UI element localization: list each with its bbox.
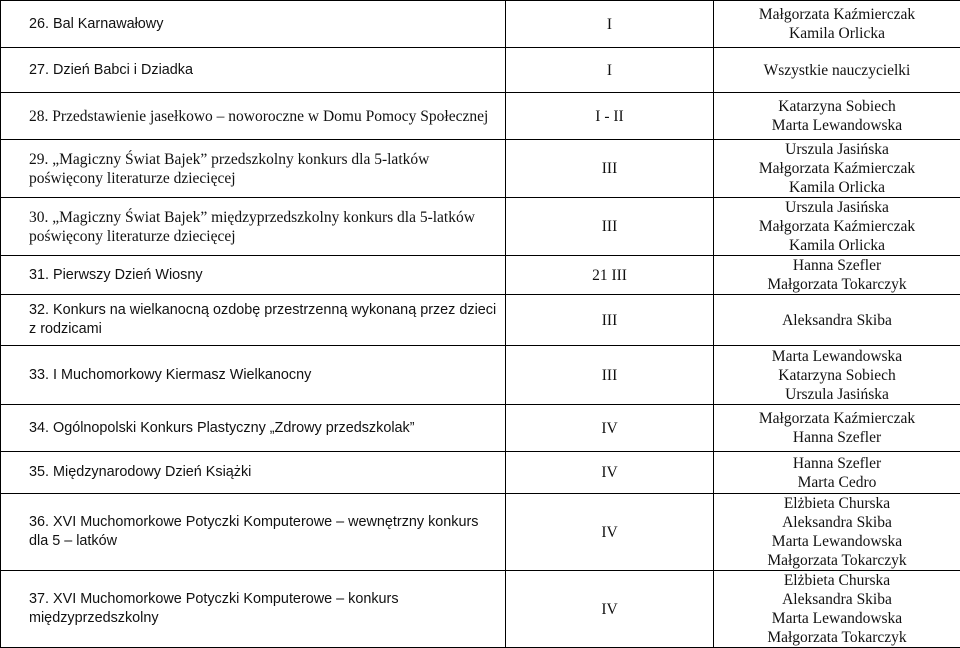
group-cell: IV	[506, 452, 714, 494]
teachers-cell	[714, 140, 960, 198]
event-cell	[1, 48, 506, 93]
teacher-name: Kamila Orlicka	[718, 178, 956, 197]
teacher-name: Małgorzata Kaźmierczak	[718, 217, 956, 236]
teacher-name: Marta Lewandowska	[718, 116, 956, 135]
event-cell	[1, 1, 506, 48]
table-row	[1, 198, 960, 256]
event-name: 29. „Magiczny Świat Bajek” przedszkolny konkurs dla 5-latków poświęcony literaturze dziecięcej	[29, 150, 499, 188]
teacher-name: Urszula Jasińska	[718, 385, 956, 404]
event-cell	[1, 140, 506, 198]
teachers-cell	[714, 93, 960, 140]
teacher-name: Urszula Jasińska	[718, 198, 956, 217]
teachers-cell	[714, 452, 960, 494]
event-cell	[1, 256, 506, 295]
teacher-name: Małgorzata Tokarczyk	[718, 275, 956, 294]
table-row	[1, 452, 960, 494]
group-cell: 21 III	[506, 256, 714, 295]
teacher-name: Małgorzata Kaźmierczak	[718, 409, 956, 428]
group-cell: I	[506, 1, 714, 48]
teacher-name: Aleksandra Skiba	[718, 513, 956, 532]
group-cell: III	[506, 198, 714, 256]
teacher-name: Hanna Szefler	[718, 256, 956, 275]
event-name: 26. Bal Karnawałowy	[29, 15, 499, 34]
table-row	[1, 93, 960, 140]
teacher-name: Małgorzata Tokarczyk	[718, 628, 956, 647]
table-row	[1, 140, 960, 198]
table-row	[1, 346, 960, 405]
event-cell	[1, 571, 506, 648]
event-name: 32. Konkurs na wielkanocną ozdobę przestrzenną wykonaną przez dzieci z rodzicami	[29, 301, 499, 339]
teacher-name: Kamila Orlicka	[718, 24, 956, 43]
event-cell	[1, 198, 506, 256]
teacher-name: Małgorzata Kaźmierczak	[718, 159, 956, 178]
group-cell: III	[506, 295, 714, 346]
teacher-name: Katarzyna Sobiech	[718, 97, 956, 116]
teachers-cell	[714, 256, 960, 295]
group-cell: III	[506, 140, 714, 198]
events-table-body	[1, 1, 960, 648]
teachers-cell	[714, 48, 960, 93]
table-row	[1, 1, 960, 48]
teacher-name: Kamila Orlicka	[718, 236, 956, 255]
event-name: 31. Pierwszy Dzień Wiosny	[29, 266, 499, 285]
teachers-cell	[714, 405, 960, 452]
event-name: 34. Ogólnopolski Konkurs Plastyczny „Zdrowy przedszkolak”	[29, 419, 499, 438]
event-cell	[1, 405, 506, 452]
teacher-name: Marta Lewandowska	[718, 532, 956, 551]
teachers-cell	[714, 571, 960, 648]
table-row	[1, 48, 960, 93]
teachers-cell	[714, 1, 960, 48]
teacher-name: Urszula Jasińska	[718, 140, 956, 159]
table-row	[1, 295, 960, 346]
event-cell	[1, 452, 506, 494]
group-cell: IV	[506, 571, 714, 648]
event-cell	[1, 494, 506, 571]
teacher-name: Marta Lewandowska	[718, 609, 956, 628]
event-name: 36. XVI Muchomorkowe Potyczki Komputerowe – wewnętrzny konkurs dla 5 – latków	[29, 513, 499, 551]
teacher-name: Małgorzata Kaźmierczak	[718, 5, 956, 24]
table-row	[1, 405, 960, 452]
teacher-name: Hanna Szefler	[718, 428, 956, 447]
event-name: 27. Dzień Babci i Dziadka	[29, 61, 499, 80]
teachers-cell	[714, 494, 960, 571]
event-name: 28. Przedstawienie jasełkowo – noworoczne w Domu Pomocy Społecznej	[29, 107, 499, 126]
teacher-name: Hanna Szefler	[718, 454, 956, 473]
event-cell	[1, 346, 506, 405]
teachers-cell	[714, 346, 960, 405]
group-cell: IV	[506, 494, 714, 571]
group-cell: III	[506, 346, 714, 405]
teacher-name: Katarzyna Sobiech	[718, 366, 956, 385]
teacher-name: Aleksandra Skiba	[718, 311, 956, 330]
event-cell	[1, 93, 506, 140]
event-name: 30. „Magiczny Świat Bajek” międzyprzedszkolny konkurs dla 5-latków poświęcony literaturze dziecięcej	[29, 208, 499, 246]
table-row	[1, 494, 960, 571]
event-name: 33. I Muchomorkowy Kiermasz Wielkanocny	[29, 366, 499, 385]
teacher-name: Marta Cedro	[718, 473, 956, 492]
teacher-name: Małgorzata Tokarczyk	[718, 551, 956, 570]
group-cell: IV	[506, 405, 714, 452]
event-name: 35. Międzynarodowy Dzień Książki	[29, 463, 499, 482]
table-row	[1, 571, 960, 648]
group-cell: I - II	[506, 93, 714, 140]
teachers-cell	[714, 198, 960, 256]
table-row	[1, 256, 960, 295]
teacher-name: Elżbieta Churska	[718, 494, 956, 513]
teacher-name: Elżbieta Churska	[718, 571, 956, 590]
teacher-name: Wszystkie nauczycielki	[718, 61, 956, 80]
group-cell: I	[506, 48, 714, 93]
teachers-cell	[714, 295, 960, 346]
teacher-name: Marta Lewandowska	[718, 347, 956, 366]
event-name: 37. XVI Muchomorkowe Potyczki Komputerowe – konkurs międzyprzedszkolny	[29, 590, 499, 628]
teacher-name: Aleksandra Skiba	[718, 590, 956, 609]
event-cell	[1, 295, 506, 346]
